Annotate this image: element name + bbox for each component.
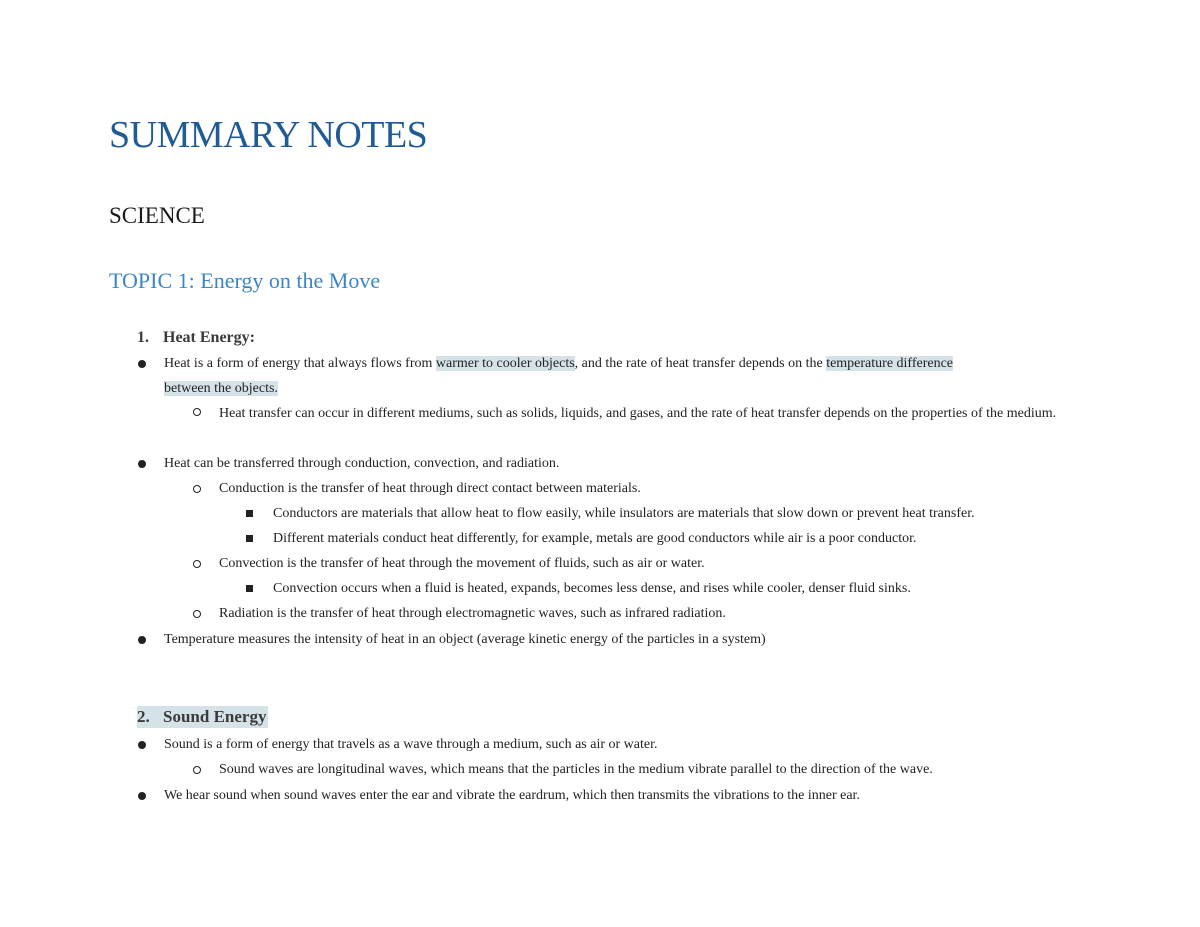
bullet-square-icon <box>246 510 253 517</box>
list-item: Different materials conduct heat differently, for example, metals are good conductors while air is a poor conductor. <box>273 531 917 546</box>
topic-heading: TOPIC 1: Energy on the Move <box>109 268 381 293</box>
list-item-text: , and the rate of heat transfer depends on the <box>574 356 827 371</box>
page-title: SUMMARY NOTES <box>109 114 428 156</box>
bullet-disc-icon <box>138 792 146 800</box>
list-item <box>164 351 1094 376</box>
list-item: Conductors are materials that allow heat to flow easily, while insulators are materials that slow down or prevent heat transfer. <box>273 506 975 521</box>
section-heading <box>137 706 268 728</box>
bullet-square-icon <box>246 585 253 592</box>
highlighted-text: between the objects. <box>164 381 278 396</box>
bullet-circle-icon <box>193 408 201 416</box>
list-item: Radiation is the transfer of heat through electromagnetic waves, such as infrared radiation. <box>219 606 726 621</box>
list-item: Conduction is the transfer of heat through direct contact between materials. <box>219 481 641 496</box>
subject-heading: SCIENCE <box>109 203 205 228</box>
highlighted-text: warmer to cooler objects <box>435 356 575 371</box>
bullet-square-icon <box>246 535 253 542</box>
list-item: Heat can be transferred through conduction, convection, and radiation. <box>164 456 560 471</box>
bullet-circle-icon <box>193 485 201 493</box>
highlighted-text: temperature difference <box>826 356 954 371</box>
bullet-circle-icon <box>193 610 201 618</box>
list-item: Sound waves are longitudinal waves, which means that the particles in the medium vibrate parallel to the direction of the wave. <box>219 762 933 777</box>
list-item: Temperature measures the intensity of heat in an object (average kinetic energy of the particles in a system) <box>164 632 766 647</box>
section-number: 1. <box>137 329 149 346</box>
bullet-circle-icon <box>193 766 201 774</box>
bullet-disc-icon <box>138 741 146 749</box>
bullet-disc-icon <box>138 636 146 644</box>
list-item-continuation <box>164 376 1094 401</box>
list-item: Convection is the transfer of heat through the movement of fluids, such as air or water. <box>219 556 705 571</box>
section-title: Sound Energy <box>163 707 267 726</box>
list-item-text: Heat is a form of energy that always flows from <box>164 356 436 371</box>
bullet-circle-icon <box>193 560 201 568</box>
section-title: Heat Energy: <box>163 329 255 346</box>
list-item: Convection occurs when a fluid is heated, expands, becomes less dense, and rises while cooler, denser fluid sinks. <box>273 581 911 596</box>
list-item: Heat transfer can occur in different mediums, such as solids, liquids, and gases, and the rate of heat transfer depends on the properties of the medium. <box>219 406 1057 421</box>
bullet-disc-icon <box>138 460 146 468</box>
section-number: 2. <box>137 707 150 726</box>
list-item: Sound is a form of energy that travels as a wave through a medium, such as air or water. <box>164 737 658 752</box>
bullet-disc-icon <box>138 360 146 368</box>
list-item: We hear sound when sound waves enter the ear and vibrate the eardrum, which then transmits the vibrations to the inner ear. <box>164 788 860 803</box>
section-heading <box>137 327 255 349</box>
